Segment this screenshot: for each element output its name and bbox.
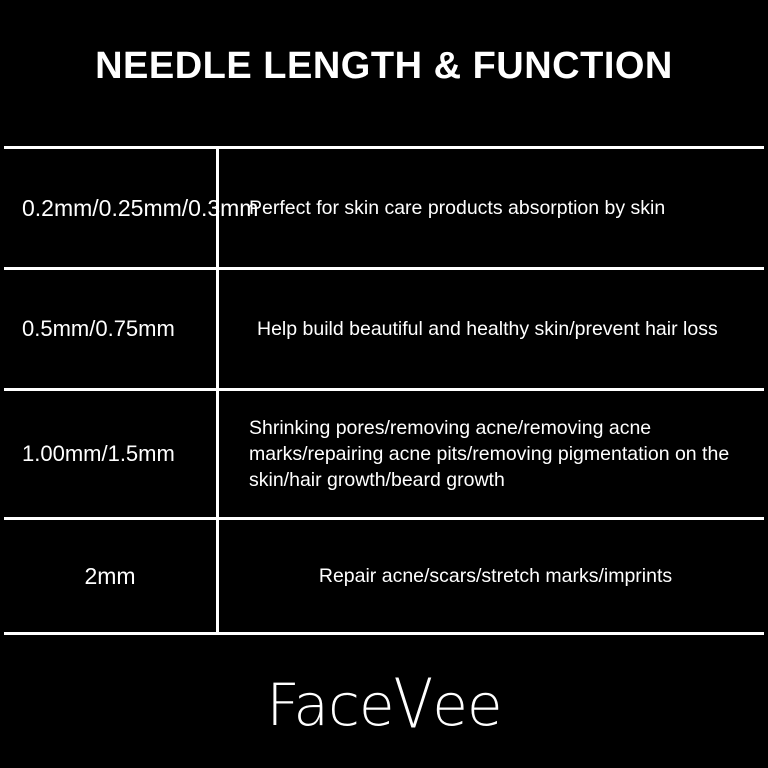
needle-function-cell: Shrinking pores/removing acne/removing acne marks/repairing acne pits/removing pigmentation on the skin/hair growth/beard growth bbox=[249, 416, 730, 492]
table-row bbox=[4, 267, 764, 388]
logo-text-face: Face bbox=[266, 671, 394, 739]
table-row bbox=[4, 517, 764, 635]
page-title: NEEDLE LENGTH & FUNCTION bbox=[95, 45, 673, 87]
needle-function-cell: Help build beautiful and healthy skin/prevent hair loss bbox=[257, 317, 718, 340]
needle-length-cell: 1.00mm/1.5mm bbox=[4, 391, 219, 517]
logo-text-ee: ee bbox=[432, 671, 502, 739]
table-row bbox=[4, 146, 764, 267]
needle-function-cell: Repair acne/scars/stretch marks/imprints bbox=[318, 564, 673, 587]
logo-text-v: V bbox=[393, 663, 433, 744]
needle-length-cell: 0.5mm/0.75mm bbox=[4, 270, 219, 388]
needle-length-cell: 2mm bbox=[4, 520, 219, 632]
brand-logo bbox=[0, 663, 768, 744]
needle-length-cell: 0.2mm/0.25mm/0.3mm bbox=[4, 149, 219, 267]
table-row bbox=[4, 388, 764, 517]
needle-function-cell: Perfect for skin care products absorption by skin bbox=[249, 196, 666, 219]
needle-length-table bbox=[4, 146, 764, 635]
